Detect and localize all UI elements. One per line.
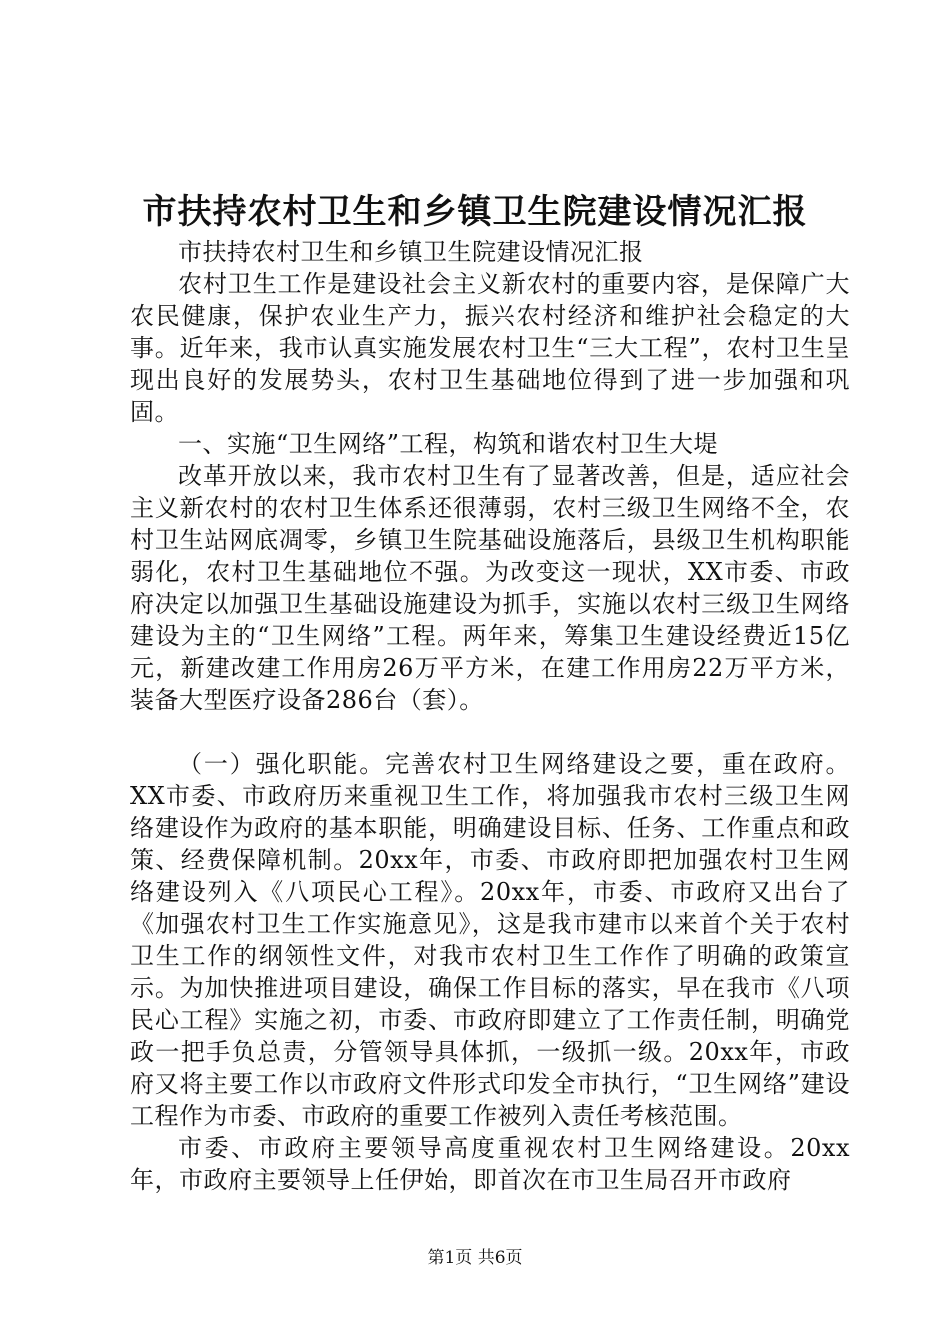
- paragraph-intro: 农村卫生工作是建设社会主义新农村的重要内容，是保障广大农民健康，保护农业生产力，振兴农村经济和维护社会稳定的大事。近年来，我市认真实施发展农村卫生“三大工程”，农村卫生呈现出良好的发展势头，农村卫生基础地位得到了进一步加强和巩固。: [130, 270, 850, 426]
- paragraph-reform: 改革开放以来，我市农村卫生有了显著改善，但是，适应社会主义新农村的农村卫生体系还很薄弱，农村三级卫生网络不全，农村卫生站网底凋零，乡镇卫生院基础设施落后，县级卫生机构职能弱化，农村卫生基础地位不强。为改变这一现状，XX市委、市政府决定以加强卫生基础设施建设为抓手，实施以农村三级卫生网络建设为主的“卫生网络”工程。两年来，筹集卫生建设经费近15亿元，新建改建工作用房26万平方米，在建工作用房22万平方米，装备大型医疗设备286台（套）。: [130, 462, 850, 714]
- page-footer: 第1页 共6页: [427, 1248, 523, 1268]
- document-body: [130, 236, 850, 1196]
- paragraph-section-heading: 一、实施“卫生网络”工程，构筑和谐农村卫生大堤: [178, 430, 719, 458]
- paragraph-leadership: 市委、市政府主要领导高度重视农村卫生网络建设。20xx年，市政府主要领导上任伊始，即首次在市卫生局召开市政府: [130, 1134, 850, 1194]
- document-title: 市扶持农村卫生和乡镇卫生院建设情况汇报: [142, 192, 808, 232]
- paragraph-strengthen-functions: （一）强化职能。完善农村卫生网络建设之要，重在政府。XX市委、市政府历来重视卫生工作，将加强我市农村三级卫生网络建设作为政府的基本职能，明确建设目标、任务、工作重点和政策、经费保障机制。20xx年，市委、市政府即把加强农村卫生网络建设列入《八项民心工程》。20xx年，市委、市政府又出台了《加强农村卫生工作实施意见》，这是我市建市以来首个关于农村卫生工作的纲领性文件，对我市农村卫生工作作了明确的政策宣示。为加快推进项目建设，确保工作目标的落实，早在我市《八项民心工程》实施之初，市委、市政府即建立了工作责任制，明确党政一把手负总责，分管领导具体抓，一级抓一级。20xx年，市政府又将主要工作以市政府文件形式印发全市执行，“卫生网络”建设工程作为市委、市政府的重要工作被列入责任考核范围。: [130, 750, 850, 1130]
- paragraph-subtitle: 市扶持农村卫生和乡镇卫生院建设情况汇报: [178, 238, 644, 266]
